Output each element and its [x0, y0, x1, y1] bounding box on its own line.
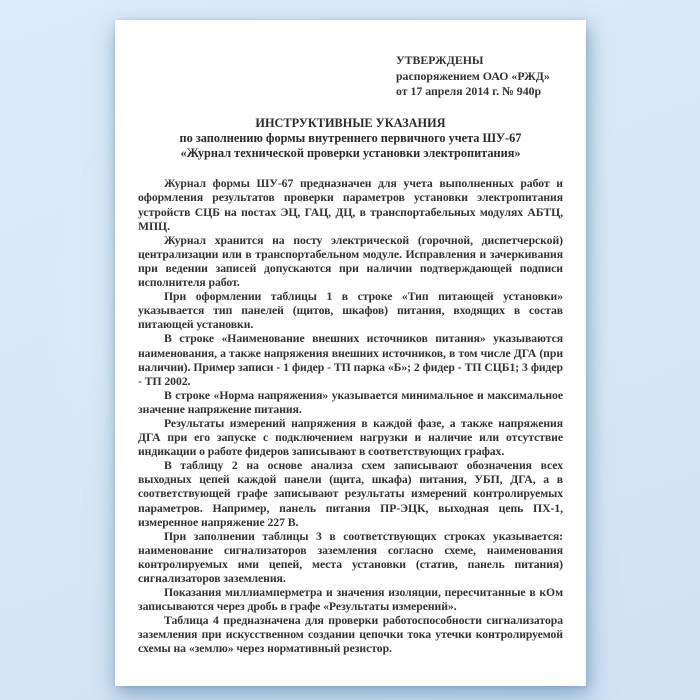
- body-paragraph: В строке «Норма напряжения» указывается минимальное и максимальное значение напряжение питания.: [138, 388, 563, 416]
- document-page: [115, 20, 586, 686]
- approval-line-date-number: от 17 апреля 2014 г. № 940р: [396, 84, 542, 98]
- body-paragraph: Результаты измерений напряжения в каждой фазе, а также напряжения ДГА при его запуске с подключением нагрузки и наличие или отсутствие индикации о работе фидеров записывают в соответствующих графах.: [138, 416, 563, 459]
- body-paragraph: Журнал формы ШУ-67 предназначен для учета выполненных работ и оформления результатов проверки параметров установки электропитания устройств СЦБ на постах ЭЦ, ГАЦ, ДЦ, в транспортабельных модулях АБТЦ, МПЦ.: [138, 177, 563, 233]
- approval-block: [396, 53, 563, 100]
- document-title: [138, 116, 563, 162]
- document-title-subtitle: по заполнению формы внутреннего первичного учета ШУ-67: [179, 130, 522, 145]
- approval-line-status: УТВЕРЖДЕНЫ: [396, 53, 484, 67]
- body-paragraph: В строке «Наименование внешних источников питания» указываются наименования, а также напряжения внешних источников, в том числе ДГА (при наличии). Пример записи - 1 фидер - ТП парка «Б»; 2 фидер - ТП СЦБ1; 3 фидер - ТП 2002.: [138, 332, 563, 388]
- document-body: [138, 177, 563, 656]
- document-title-form-name: «Журнал технической проверки установки электропитания»: [180, 146, 521, 161]
- body-paragraph: При оформлении таблицы 1 в строке «Тип питающей установки» указывается тип панелей (щитов, шкафов) питания, входящих в состав питающей установки.: [138, 290, 563, 332]
- body-paragraph: Таблица 4 предназначена для проверки работоспособности сигнализатора заземления при искусственном создании цепочки тока утечки контролируемой схемы на «землю» через нормативный резистор.: [138, 614, 563, 656]
- body-paragraph: Показания миллиамперметра и значения изоляции, пересчитанные в кОм записываются через дробь в графе «Результаты измерений».: [138, 586, 563, 614]
- body-paragraph: Журнал хранится на посту электрической (горочной, диспетчерской) централизации или в транспортабельном модуле. Исправления и зачеркивания при ведении записей допускаются при наличии подтверждающей подписи исполнителя работ.: [138, 233, 563, 290]
- body-paragraph: В таблицу 2 на основе анализа схем записывают обозначения всех выходных цепей каждой панели (щита, шкафа) питания, УБП, ДГА, а в соответствующей графе записывают результаты измерений контролируемых параметров. Например, панель питания ПР-ЭЦК, выходная цепь ПХ-1, измеренное напряжение 227 В.: [138, 459, 563, 529]
- approval-line-authority: распоряжением ОАО «РЖД»: [396, 68, 550, 83]
- document-title-main: ИНСТРУКТИВНЫЕ УКАЗАНИЯ: [255, 115, 446, 130]
- body-paragraph: При заполнении таблицы 3 в соответствующих строках указывается: наименование сигнализаторов заземления согласно схеме, наименования контролируемых ими цепей, места установки (статив, панель питания) сигнализаторов заземления.: [138, 529, 563, 586]
